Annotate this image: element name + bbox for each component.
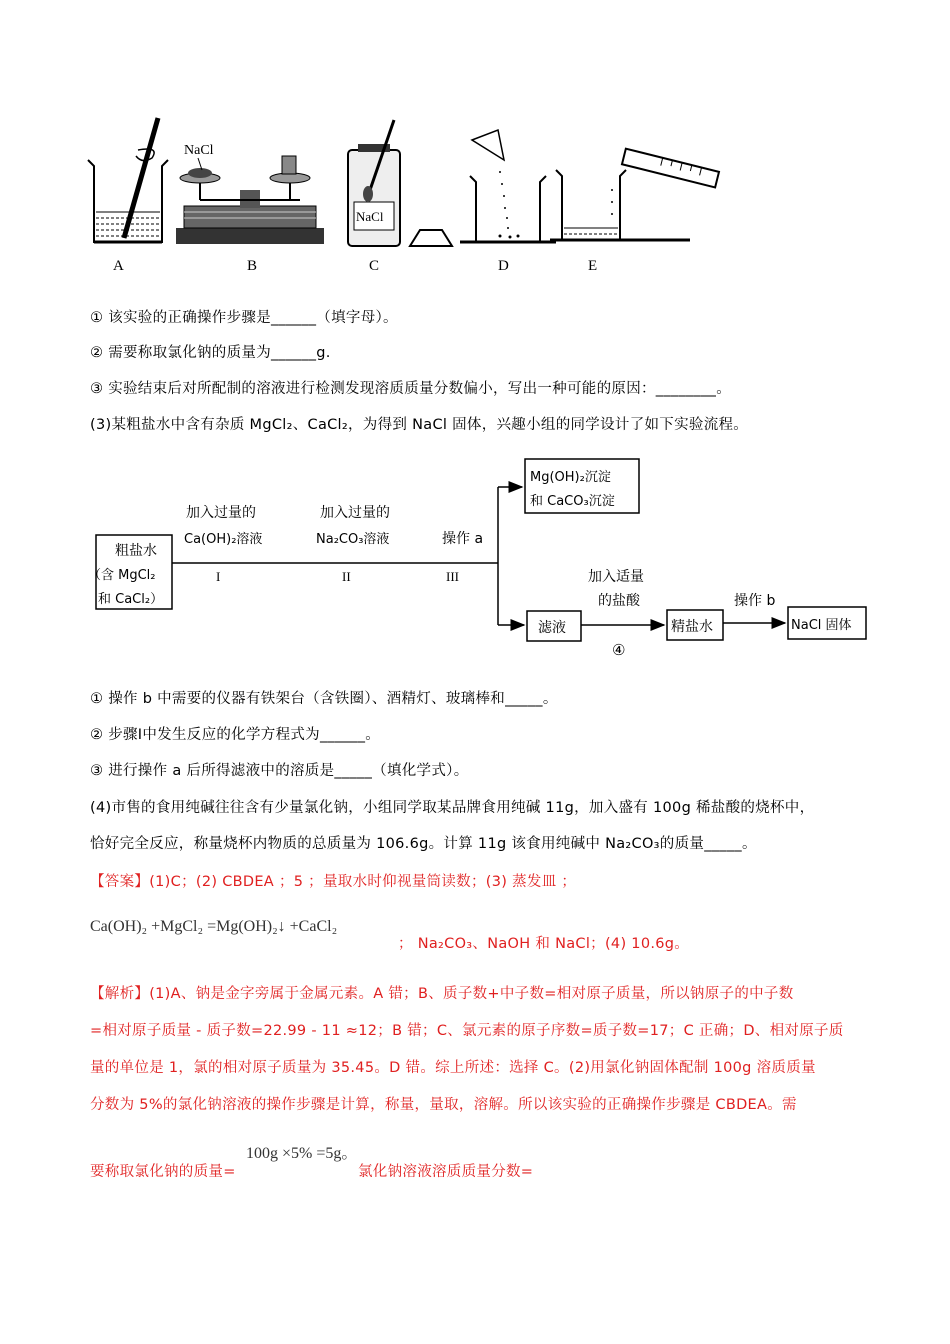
flow-step4-num: ④	[612, 641, 626, 659]
analysis-line-5a: 要称取氯化钠的质量=	[90, 1164, 236, 1180]
label-a: A	[113, 258, 124, 274]
flow-step1-num: I	[216, 569, 221, 584]
q3-item-3: ③ 进行操作 a 后所得滤液中的溶质是_____（填化学式）。	[90, 763, 469, 779]
analysis-line-3: 量的单位是 1，氯的相对原子质量为 35.45。D 错。综上所述：选择 C。(2)用氯化钠固体配制 100g 溶质质量	[90, 1060, 816, 1076]
flow-stepb: 操作 b	[734, 593, 776, 609]
nacl-label-balance: NaCl	[184, 143, 214, 158]
flow-step2-num: II	[342, 569, 351, 584]
flow-step2-mid: Na₂CO₃溶液	[316, 532, 390, 547]
beaker-pouring-figure	[460, 130, 556, 242]
flow-step4-top1: 加入适量	[588, 569, 644, 585]
flow-step1-mid: Ca(OH)₂溶液	[184, 532, 263, 547]
analysis-line-1: 【解析】(1)A、钠是金字旁属于金属元素。A 错；B、质子数+中子数=相对原子质量，所以钠原子的中子数	[90, 986, 794, 1002]
answer-equation: Ca(OH)₂ +MgCl₂ =Mg(OH)₂↓ +CaCl₂	[90, 918, 338, 935]
reagent-bottle-figure	[348, 120, 452, 246]
flow-step3-num: III	[446, 569, 459, 584]
q2-item-1: ① 该实验的正确操作步骤是______（填字母）。	[90, 310, 398, 326]
flow-start-line3: 和 CaCl₂）	[98, 592, 164, 607]
label-e: E	[588, 258, 598, 274]
flow-start-line2: （含 MgCl₂	[88, 568, 156, 583]
q4-line-1: (4)市售的食用纯碱往往含有少量氯化钠，小组同学取某品牌食用纯碱 11g，加入盛有 100g 稀盐酸的烧杯中，	[90, 800, 815, 816]
flow-step4-top2: 的盐酸	[598, 593, 640, 609]
flow-brine: 精盐水	[671, 619, 713, 635]
flowchart	[88, 455, 888, 665]
answer-line-2: ； Na₂CO₃、NaOH 和 NaCl；(4) 10.6g。	[398, 936, 690, 952]
apparatus-figure	[80, 110, 730, 290]
analysis-line-5b: 氯化钠溶液溶质质量分数=	[358, 1164, 534, 1180]
beaker-stirring-figure	[88, 118, 168, 242]
analysis-formula: 100g ×5% =5g。	[246, 1145, 358, 1162]
analysis-line-2: =相对原子质量 - 质子数=22.99 - 11 ≈12；B 错；C、氯元素的原子序数=质子数=17；C 正确；D、相对原子质	[90, 1023, 844, 1039]
q3-intro: (3)某粗盐水中含有杂质 MgCl₂、CaCl₂，为得到 NaCl 固体，兴趣小组的同学设计了如下实验流程。	[90, 417, 749, 433]
flow-step3-top: 操作 a	[442, 531, 484, 547]
balance-figure	[176, 143, 324, 244]
answer-line-1: 【答案】(1)C；(2) CBDEA ；5 ；量取水时仰视量筒读数；(3) 蒸发皿 ；	[90, 874, 577, 890]
flow-filtrate: 滤液	[538, 620, 566, 636]
flow-precip-line2: 和 CaCO₃沉淀	[530, 494, 615, 509]
q4-line-2: 恰好完全反应，称量烧杯内物质的总质量为 106.6g。计算 11g 该食用纯碱中 Na₂CO₃的质量_____。	[90, 836, 757, 852]
flow-step1-top: 加入过量的	[186, 505, 256, 521]
label-b: B	[247, 258, 258, 274]
label-d: D	[498, 258, 509, 274]
beaker-cylinder-figure	[550, 149, 719, 240]
flow-product: NaCl 固体	[791, 618, 852, 633]
label-c: C	[369, 258, 380, 274]
q3-item-2: ② 步骤Ⅰ中发生反应的化学方程式为______。	[90, 727, 381, 743]
analysis-line-4: 分数为 5%的氯化钠溶液的操作步骤是计算，称量，量取，溶解。所以该实验的正确操作步骤是 CBDEA。需	[90, 1097, 797, 1113]
q2-item-2: ② 需要称取氯化钠的质量为______g.	[90, 345, 331, 361]
flow-precip-line1: Mg(OH)₂沉淀	[530, 470, 611, 485]
nacl-label-bottle: NaCl	[356, 209, 384, 224]
q2-item-3: ③ 实验结束后对所配制的溶液进行检测发现溶质质量分数偏小，写出一种可能的原因：________。	[90, 381, 732, 397]
q3-item-1: ① 操作 b 中需要的仪器有铁架台（含铁圈）、酒精灯、玻璃棒和_____。	[90, 691, 558, 707]
flow-start-line1: 粗盐水	[115, 543, 157, 559]
flow-step2-top: 加入过量的	[320, 505, 390, 521]
